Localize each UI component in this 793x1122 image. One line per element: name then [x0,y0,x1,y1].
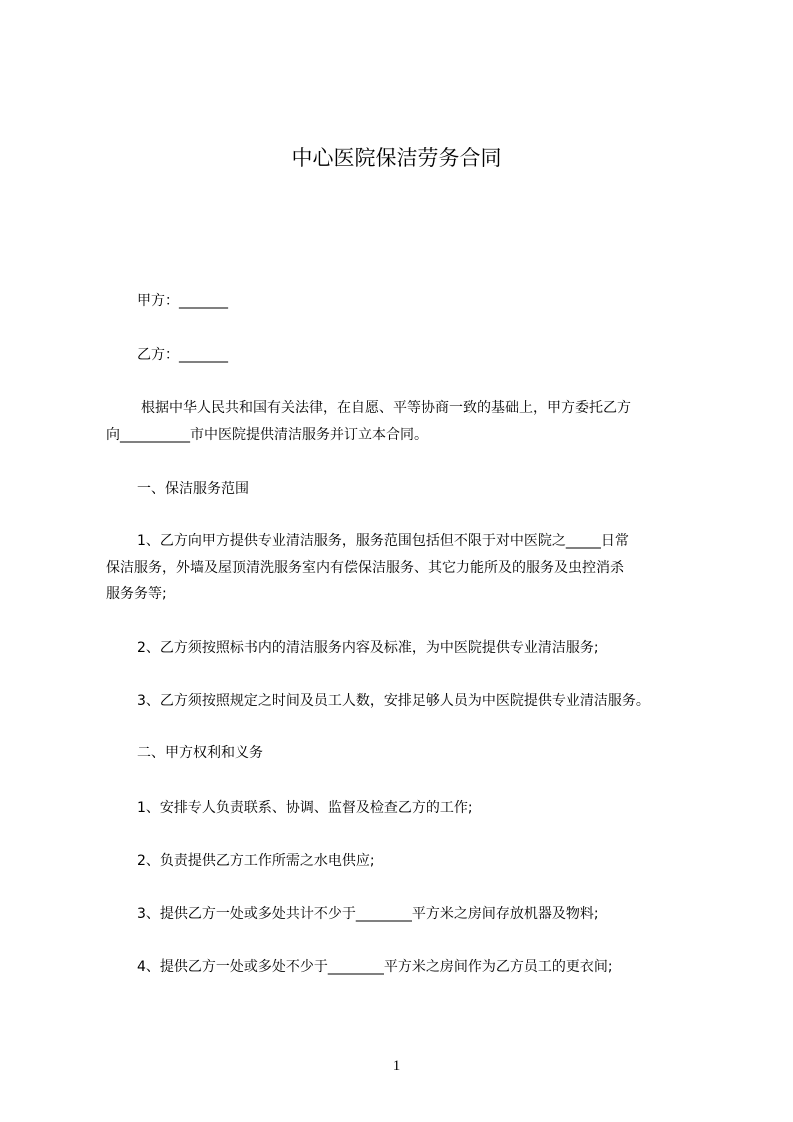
party-b-line: 乙方：_______ [137,347,228,363]
document-title: 中心医院保洁劳务合同 [291,146,502,170]
section-1-item-2: 2、乙方须按照标书内的清洁服务内容及标准，为中医院提供专业清洁服务; [137,640,599,656]
section-1-item-3: 3、乙方须按照规定之时间及员工人数，安排足够人员为中医院提供专业清洁服务。 [137,693,650,709]
section-2-item-1: 1、安排专人负责联系、协调、监督及检查乙方的工作; [137,800,473,816]
section-2-heading: 二、甲方权利和义务 [137,745,263,761]
section-2-item-4: 4、提供乙方一处或多处不少于________平方米之房间作为乙方员工的更衣间; [137,959,613,975]
section-1-item-1-line-2: 保洁服务，外墙及屋顶清洗服务室内有偿保洁服务、其它力能所及的服务及虫控消杀 [106,560,624,576]
section-1-heading: 一、保洁服务范围 [137,481,249,497]
preamble-line-2: 向__________市中医院提供清洁服务并订立本合同。 [106,427,428,443]
section-2-item-2: 2、负责提供乙方工作所需之水电供应; [137,853,375,869]
section-2-item-3: 3、提供乙方一处或多处共计不少于________平方米之房间存放机器及物料; [137,906,599,922]
preamble-line-1: 根据中华人民共和国有关法律，在自愿、平等协商一致的基础上，甲方委托乙方 [141,400,631,416]
party-a-line: 甲方：_______ [137,293,228,309]
section-1-item-1-line-3: 服务务等; [106,586,167,602]
page-number: 1 [392,1058,401,1074]
section-1-item-1-line-1: 1、乙方向甲方提供专业清洁服务，服务范围包括但不限于对中医院之_____日常 [137,533,629,549]
